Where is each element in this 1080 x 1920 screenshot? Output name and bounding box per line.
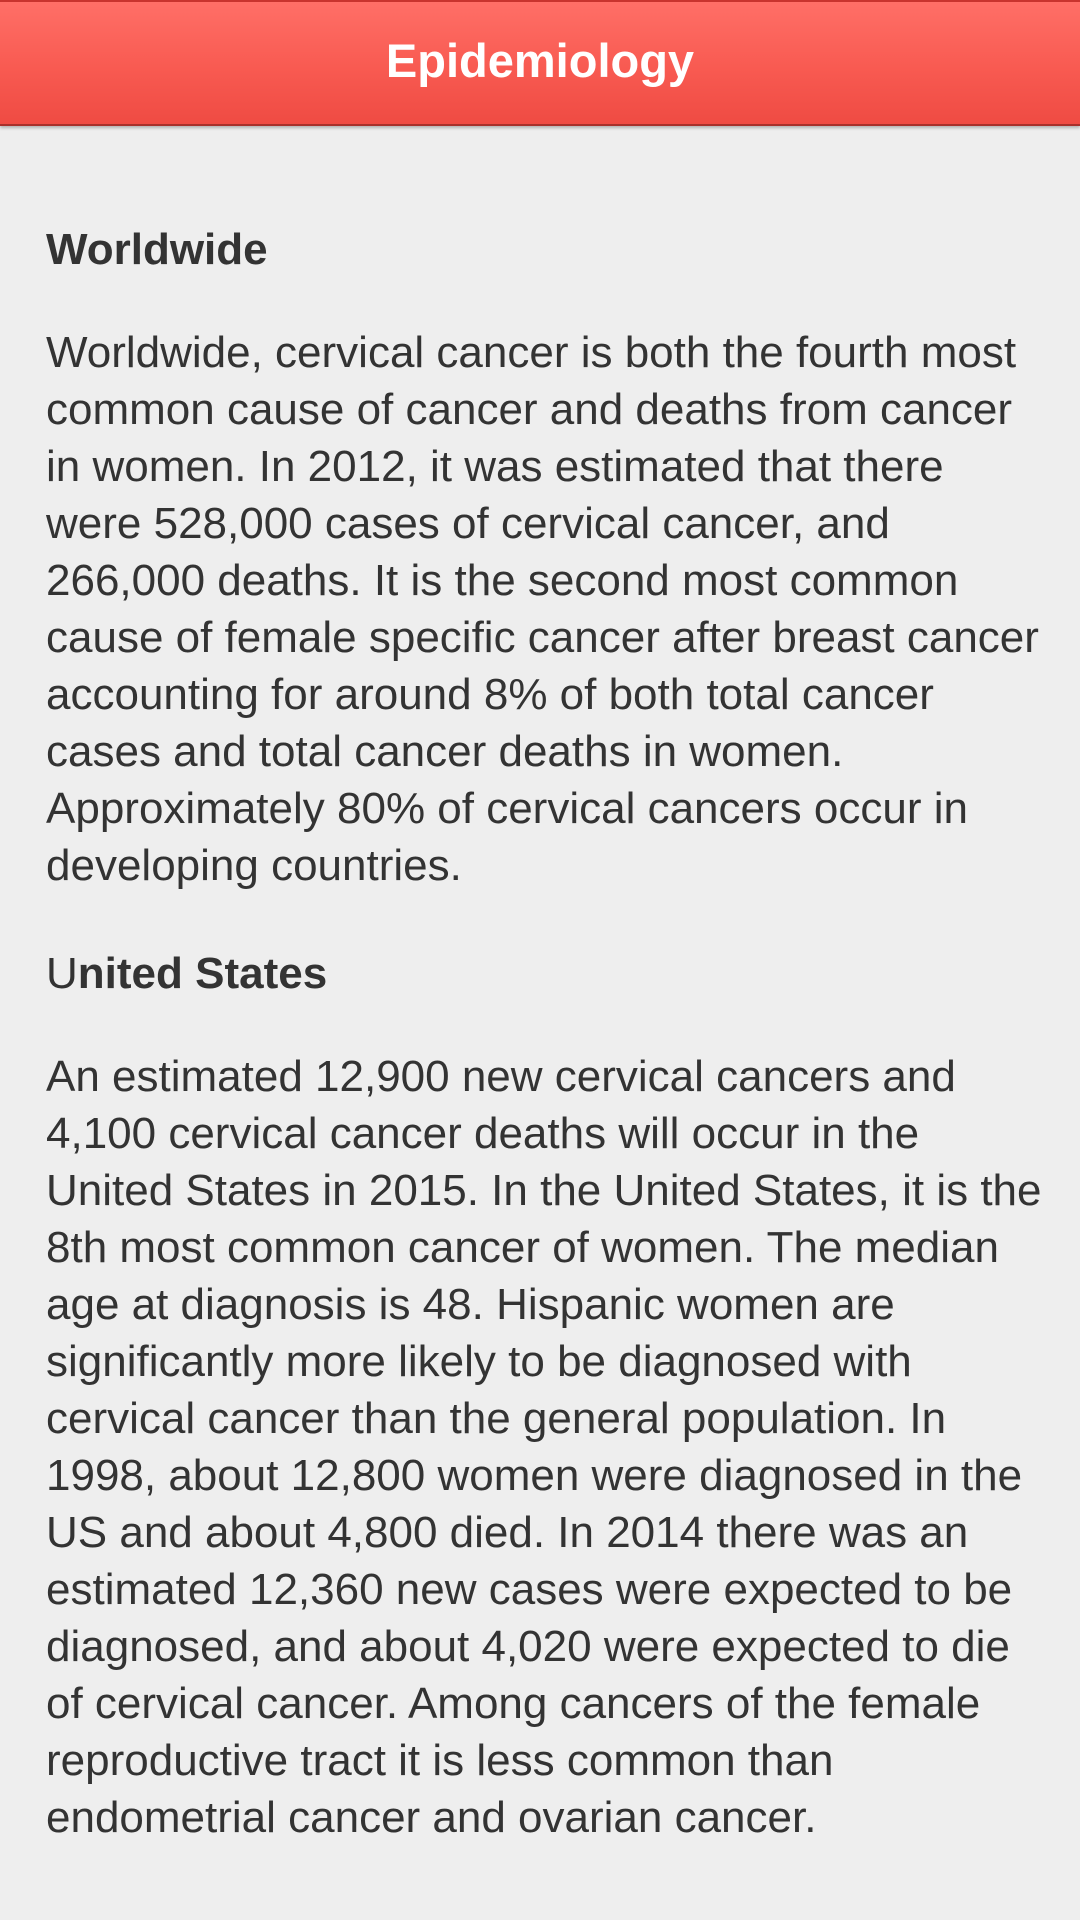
section-heading-worldwide: Worldwide [46,225,268,274]
section-body-united-states: An estimated 12,900 new cervical cancers and 4,100 cervical cancer deaths will occur in the United States in 2015. In the United States, it is the 8th most common cancer of women. The median age at diagnosis is 48. Hispanic women are significantly more likely to be diagnosed with cervical cancer than the general population. In 1998, about 12,800 women were diagnosed in the US and about 4,800 died. In 2014 there was an estimated 12,360 new cases were expected to be diagnosed, and about 4,020 were expected to die of cervical cancer. Among cancers of the female reproductive tract it is less common than endometrial cancer and ovarian cancer. [46,1052,1042,1842]
section-heading-united-states [46,946,1046,1002]
app-bar [0,0,1080,126]
heading-first-letter: U [46,949,78,998]
heading-rest: nited States [77,949,328,998]
article-content[interactable] [46,128,1046,1920]
section-body-worldwide: Worldwide, cervical cancer is both the fourth most common cause of cancer and deaths from cancer in women. In 2012, it was estimated that there were 528,000 cases of cervical cancer, and 266,000 deaths. It is the second most common cause of female specific cancer after breast cancer accounting for around 8% of both total cancer cases and total cancer deaths in women. Approximately 80% of cervical cancers occur in developing countries. [46,328,1039,890]
page-title: Epidemiology [385,33,695,87]
